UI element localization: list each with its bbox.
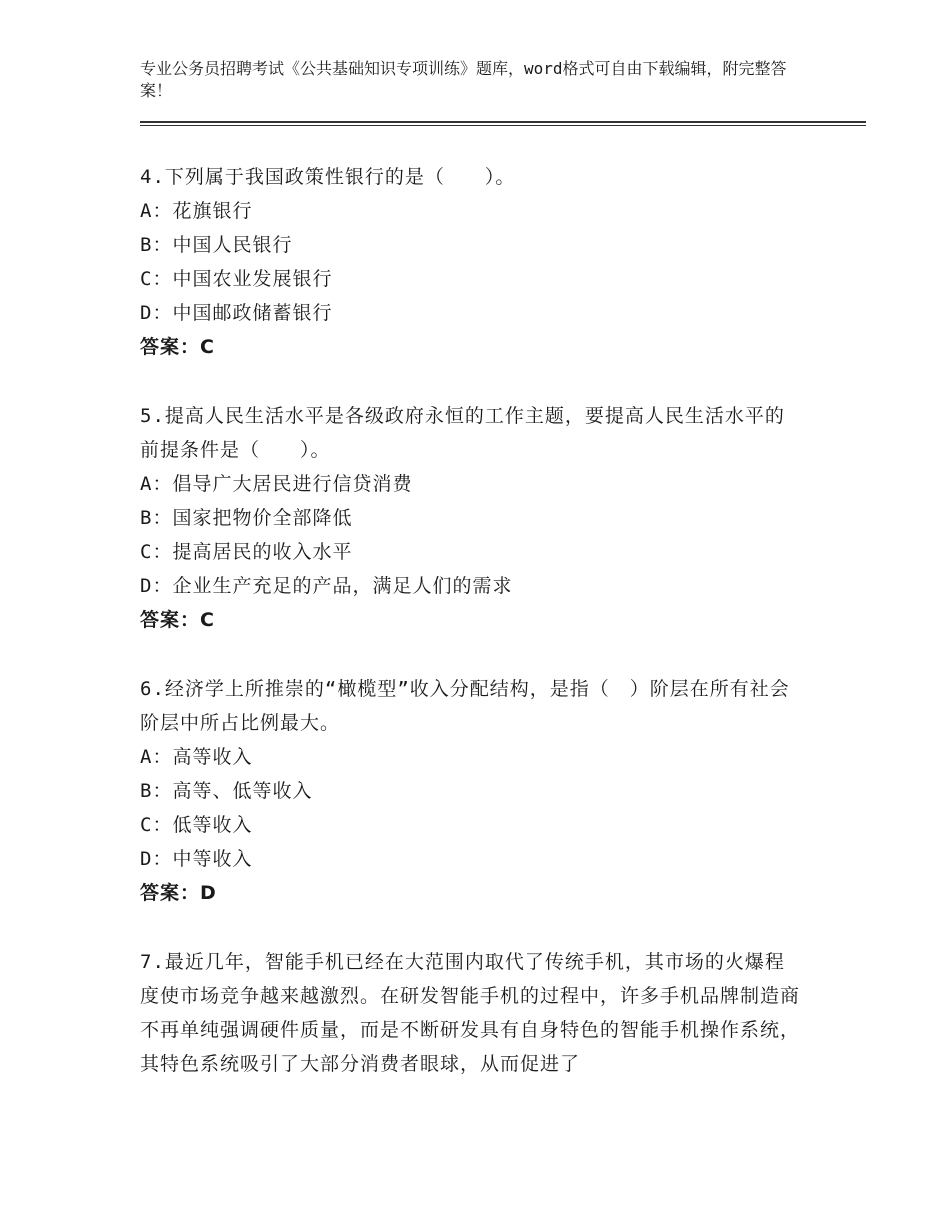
option-c: C：中国农业发展银行: [140, 268, 333, 290]
option-a: A：花旗银行: [140, 200, 253, 222]
option-b: B：国家把物价全部降低: [140, 507, 353, 529]
document-header: 专业公务员招聘考试《公共基础知识专项训练》题库，word格式可自由下载编辑，附完整答案！: [140, 59, 787, 100]
option-c: C：提高居民的收入水平: [140, 541, 353, 563]
header-divider-thick: [140, 121, 866, 123]
option-b: B：中国人民银行: [140, 234, 293, 256]
header-divider-thin: [140, 125, 866, 126]
question-7: [140, 945, 800, 1081]
option-a: A：高等收入: [140, 746, 253, 768]
question-6: [140, 672, 800, 910]
option-b: B：高等、低等收入: [140, 780, 313, 802]
answer-line: 答案：C: [140, 609, 215, 631]
option-c: C：低等收入: [140, 814, 253, 836]
option-d: D：企业生产充足的产品，满足人们的需求: [140, 575, 513, 597]
question-4: [140, 160, 800, 364]
question-stem: 7.最近几年，智能手机已经在大范围内取代了传统手机，其市场的火爆程度使市场竞争越来越激烈。在研发智能手机的过程中，许多手机品牌制造商不再单纯强调硬件质量，而是不断研发具有自身特色的智能手机操作系统，其特色系统吸引了大部分消费者眼球，从而促进了: [140, 951, 801, 1075]
question-stem: 4.下列属于我国政策性银行的是（ ）。: [140, 166, 516, 188]
option-a: A：倡导广大居民进行信贷消费: [140, 473, 413, 495]
question-stem: 6.经济学上所推崇的“橄榄型”收入分配结构，是指（ ）阶层在所有社会阶层中所占比例最大。: [140, 678, 790, 734]
answer-line: 答案：D: [140, 882, 217, 904]
option-d: D：中等收入: [140, 848, 253, 870]
question-5: [140, 399, 800, 637]
option-d: D：中国邮政储蓄银行: [140, 302, 333, 324]
answer-line: 答案：C: [140, 336, 215, 358]
question-stem: 5.提高人民生活水平是各级政府永恒的工作主题，要提高人民生活水平的前提条件是（ ）。: [140, 405, 785, 461]
